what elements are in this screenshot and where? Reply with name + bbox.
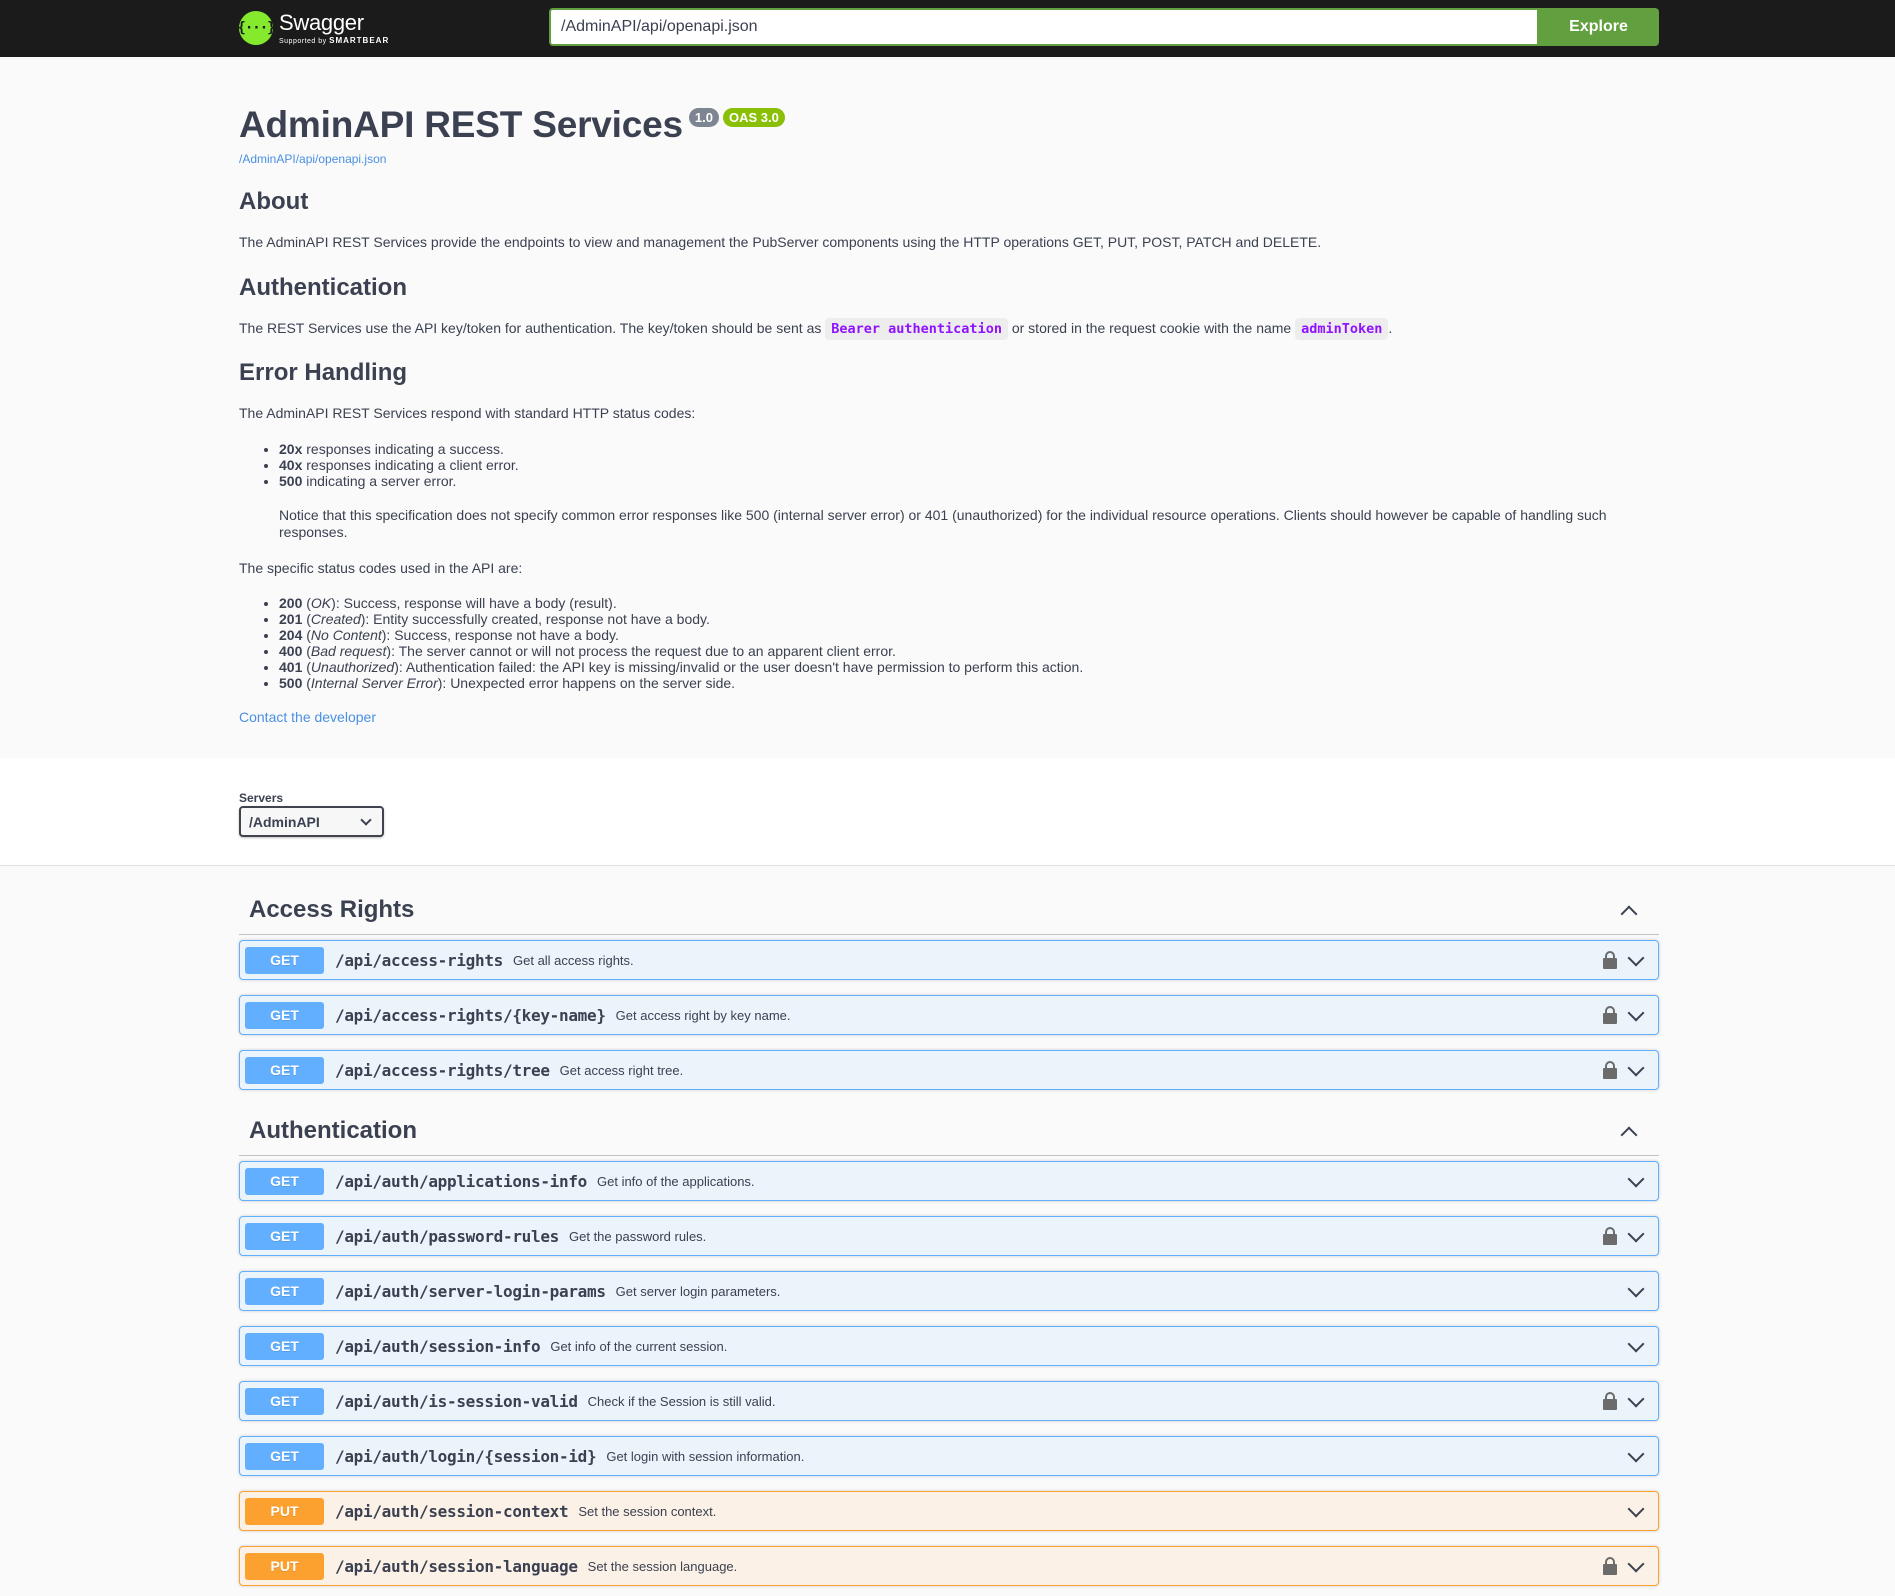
tag-section-access-rights bbox=[239, 885, 1659, 1090]
method-badge: GET bbox=[245, 1388, 324, 1415]
operation-summary: Get access right by key name. bbox=[615, 1007, 791, 1023]
operation-summary: Get info of the applications. bbox=[597, 1173, 755, 1189]
page-title: AdminAPI REST Services bbox=[239, 104, 683, 145]
status-intro: The specific status codes used in the API are: bbox=[239, 559, 523, 576]
lock-icon[interactable] bbox=[1602, 1556, 1618, 1576]
lock-icon[interactable] bbox=[1602, 1005, 1618, 1025]
chevron-down-icon[interactable] bbox=[1628, 1446, 1645, 1463]
operation-path: /api/auth/applications-info bbox=[335, 1171, 587, 1191]
operation-path: /api/auth/login/{session-id} bbox=[335, 1446, 597, 1466]
explore-button[interactable]: Explore bbox=[1538, 8, 1659, 46]
operation-path: /api/auth/password-rules bbox=[335, 1226, 559, 1246]
collapse-button[interactable] bbox=[1611, 892, 1647, 928]
tag-header-access-rights[interactable] bbox=[239, 885, 1659, 935]
operation-row[interactable] bbox=[239, 1271, 1659, 1311]
tag-title: Authentication bbox=[249, 1116, 417, 1144]
method-badge: GET bbox=[245, 1057, 324, 1084]
info-section bbox=[239, 104, 1659, 725]
lock-icon[interactable] bbox=[1602, 1391, 1618, 1411]
list-item: • 201 (Created): Entity successfully created, response not have a body. bbox=[279, 611, 1659, 627]
operation-path: /api/auth/server-login-params bbox=[335, 1281, 606, 1301]
operation-row[interactable] bbox=[239, 1491, 1659, 1531]
chevron-down-icon[interactable] bbox=[1628, 1391, 1645, 1408]
operation-summary: Set the session language. bbox=[587, 1558, 738, 1574]
method-badge: GET bbox=[245, 947, 324, 974]
operation-row[interactable] bbox=[239, 1161, 1659, 1201]
collapse-button[interactable] bbox=[1611, 1113, 1647, 1149]
chevron-up-icon bbox=[1621, 905, 1638, 922]
lock-icon[interactable] bbox=[1602, 950, 1618, 970]
lock-icon[interactable] bbox=[1602, 1226, 1618, 1246]
error-intro: The AdminAPI REST Services respond with standard HTTP status codes: bbox=[239, 405, 696, 422]
method-badge: GET bbox=[245, 1002, 324, 1029]
admin-token-code: adminToken bbox=[1295, 318, 1388, 340]
method-badge: GET bbox=[245, 1443, 324, 1470]
tag-header-authentication[interactable] bbox=[239, 1106, 1659, 1156]
logo-sub-brand: SMARTBEAR bbox=[329, 35, 390, 45]
operation-row[interactable] bbox=[239, 1436, 1659, 1476]
list-item: • 400 (Bad request): The server cannot or will not process the request due to an apparent client error. bbox=[279, 643, 1659, 659]
servers-label: Servers bbox=[239, 791, 284, 805]
authentication-heading: Authentication bbox=[239, 273, 407, 301]
operation-row[interactable] bbox=[239, 1546, 1659, 1586]
operation-row[interactable] bbox=[239, 1326, 1659, 1366]
list-item: • 204 (No Content): Success, response not have a body. bbox=[279, 627, 1659, 643]
chevron-down-icon[interactable] bbox=[1628, 950, 1645, 967]
operation-row[interactable] bbox=[239, 1381, 1659, 1421]
operation-path: /api/auth/session-info bbox=[335, 1336, 541, 1356]
operation-path: /api/auth/session-language bbox=[335, 1556, 578, 1576]
swagger-logo-icon: {···} bbox=[239, 11, 273, 45]
topbar bbox=[0, 0, 1895, 57]
spec-url-input[interactable] bbox=[549, 8, 1539, 46]
operation-path: /api/auth/session-context bbox=[335, 1501, 569, 1521]
method-badge: PUT bbox=[245, 1498, 324, 1525]
chevron-up-icon bbox=[1621, 1126, 1638, 1143]
operation-summary: Get server login parameters. bbox=[615, 1283, 781, 1299]
method-badge: GET bbox=[245, 1333, 324, 1360]
about-text: The AdminAPI REST Services provide the endpoints to view and management the PubServer components using the HTTP operations GET, PUT, POST, PATCH and DELETE. bbox=[239, 234, 1322, 250]
chevron-down-icon[interactable] bbox=[1628, 1556, 1645, 1573]
operations-list bbox=[239, 1161, 1659, 1586]
operation-row[interactable] bbox=[239, 995, 1659, 1035]
chevron-down-icon bbox=[360, 814, 371, 825]
operation-summary: Get all access rights. bbox=[513, 952, 634, 968]
contact-developer-link[interactable]: Contact the developer bbox=[239, 709, 376, 726]
swagger-logo[interactable] bbox=[239, 7, 389, 49]
oas-badge: OAS 3.0 bbox=[723, 108, 785, 127]
list-item: • 200 (OK): Success, response will have a body (result). bbox=[279, 595, 1659, 611]
operation-path: /api/access-rights/tree bbox=[335, 1060, 550, 1080]
authentication-text: The REST Services use the API key/token for authentication. The key/token should be sent as Bearer authentication or stored in the request cookie with the name adminToken . bbox=[239, 320, 1659, 338]
operation-path: /api/auth/is-session-valid bbox=[335, 1391, 578, 1411]
chevron-down-icon[interactable] bbox=[1628, 1226, 1645, 1243]
operations-list bbox=[239, 940, 1659, 1090]
operation-path: /api/access-rights/{key-name} bbox=[335, 1005, 606, 1025]
operation-path: /api/access-rights bbox=[335, 950, 503, 970]
method-badge: GET bbox=[245, 1223, 324, 1250]
chevron-down-icon[interactable] bbox=[1628, 1060, 1645, 1077]
servers-section bbox=[0, 758, 1895, 866]
error-list bbox=[239, 441, 1659, 489]
chevron-down-icon[interactable] bbox=[1628, 1281, 1645, 1298]
logo-name: Swagger bbox=[279, 9, 364, 35]
error-notice: Notice that this specification does not specify common error responses like 500 (internal server error) or 401 (unauthorized) for the individual resource operations. Clients should however be capable of handling such responses. bbox=[279, 506, 1607, 541]
tag-section-authentication bbox=[239, 1106, 1659, 1586]
tag-title: Access Rights bbox=[249, 895, 415, 923]
operation-row[interactable] bbox=[239, 940, 1659, 980]
list-item: • 40x responses indicating a client error. bbox=[279, 457, 1659, 473]
method-badge: GET bbox=[245, 1278, 324, 1305]
chevron-down-icon[interactable] bbox=[1628, 1005, 1645, 1022]
logo-sub-prefix: Supported by bbox=[279, 37, 327, 45]
spec-link[interactable]: /AdminAPI/api/openapi.json bbox=[239, 152, 387, 166]
operation-summary: Set the session context. bbox=[578, 1503, 717, 1519]
operation-summary: Get login with session information. bbox=[606, 1448, 805, 1464]
list-item: • 500 indicating a server error. bbox=[279, 473, 1659, 489]
operation-summary: Get access right tree. bbox=[559, 1062, 684, 1078]
servers-select[interactable] bbox=[239, 806, 384, 837]
method-badge: PUT bbox=[245, 1553, 324, 1580]
logo-sub bbox=[279, 37, 389, 45]
chevron-down-icon[interactable] bbox=[1628, 1501, 1645, 1518]
chevron-down-icon[interactable] bbox=[1628, 1171, 1645, 1188]
status-list bbox=[239, 595, 1659, 691]
bearer-code: Bearer authentication bbox=[825, 318, 1008, 340]
about-heading: About bbox=[239, 188, 309, 215]
servers-selected-value: /AdminAPI bbox=[249, 813, 320, 830]
chevron-down-icon[interactable] bbox=[1628, 1336, 1645, 1353]
method-badge: GET bbox=[245, 1168, 324, 1195]
operation-summary: Get the password rules. bbox=[569, 1228, 707, 1244]
list-item: • 500 (Internal Server Error): Unexpected error happens on the server side. bbox=[279, 675, 1659, 691]
error-handling-heading: Error Handling bbox=[239, 359, 408, 387]
operation-row[interactable] bbox=[239, 1216, 1659, 1256]
operation-row[interactable] bbox=[239, 1050, 1659, 1090]
list-item: • 20x responses indicating a success. bbox=[279, 441, 1659, 457]
lock-icon[interactable] bbox=[1602, 1060, 1618, 1080]
operation-summary: Check if the Session is still valid. bbox=[587, 1393, 776, 1409]
operation-summary: Get info of the current session. bbox=[550, 1338, 728, 1354]
version-badge: 1.0 bbox=[689, 108, 719, 127]
list-item: • 401 (Unauthorized): Authentication failed: the API key is missing/invalid or the user doesn't have permission to perform this action. bbox=[279, 659, 1659, 675]
